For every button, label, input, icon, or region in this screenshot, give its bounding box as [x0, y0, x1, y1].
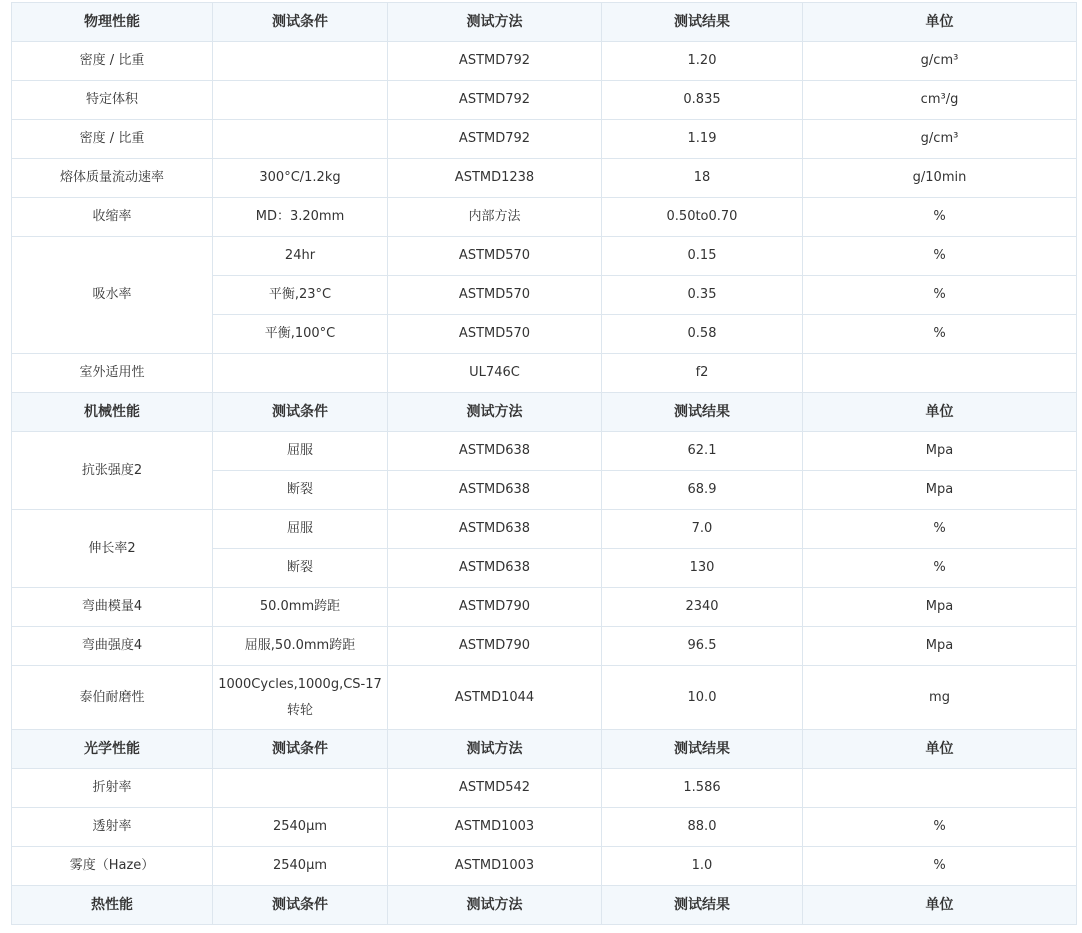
property-cell: 折射率 [12, 769, 213, 808]
method-cell: ASTMD638 [388, 510, 602, 549]
method-cell: ASTMD638 [388, 471, 602, 510]
result-cell: 68.9 [602, 471, 803, 510]
table-row [12, 627, 1077, 666]
condition-cell: 断裂 [213, 471, 388, 510]
unit-cell: % [803, 808, 1077, 847]
condition-cell [213, 42, 388, 81]
header-cell: 单位 [803, 3, 1077, 42]
method-cell: ASTMD792 [388, 120, 602, 159]
section-header-mechanical [12, 393, 1077, 432]
result-cell: 62.1 [602, 432, 803, 471]
section-header-optical [12, 730, 1077, 769]
header-cell: 测试结果 [602, 393, 803, 432]
method-cell: ASTMD570 [388, 237, 602, 276]
header-cell: 测试条件 [213, 393, 388, 432]
property-cell: 密度 / 比重 [12, 120, 213, 159]
result-cell: 0.50to0.70 [602, 198, 803, 237]
result-cell: 1.20 [602, 42, 803, 81]
header-cell: 测试条件 [213, 886, 388, 925]
table-row [12, 808, 1077, 847]
header-cell: 测试结果 [602, 730, 803, 769]
header-cell: 单位 [803, 730, 1077, 769]
header-cell: 测试方法 [388, 3, 602, 42]
table-row [12, 354, 1077, 393]
unit-cell: % [803, 510, 1077, 549]
header-cell: 光学性能 [12, 730, 213, 769]
table-row [12, 666, 1077, 730]
method-cell: ASTMD570 [388, 276, 602, 315]
result-cell: 130 [602, 549, 803, 588]
condition-cell: 1000Cycles,1000g,CS-17转轮 [213, 666, 388, 730]
method-cell: ASTMD1003 [388, 847, 602, 886]
condition-cell: 24hr [213, 237, 388, 276]
property-cell: 伸长率2 [12, 510, 213, 588]
properties-table-container [11, 2, 1076, 925]
result-cell: f2 [602, 354, 803, 393]
condition-cell: 2540μm [213, 847, 388, 886]
unit-cell: Mpa [803, 588, 1077, 627]
unit-cell [803, 354, 1077, 393]
unit-cell: Mpa [803, 627, 1077, 666]
condition-cell: MD：3.20mm [213, 198, 388, 237]
property-cell: 雾度（Haze） [12, 847, 213, 886]
property-cell: 泰伯耐磨性 [12, 666, 213, 730]
condition-cell [213, 120, 388, 159]
unit-cell: g/10min [803, 159, 1077, 198]
method-cell: ASTMD1044 [388, 666, 602, 730]
unit-cell: cm³/g [803, 81, 1077, 120]
unit-cell: % [803, 198, 1077, 237]
condition-cell: 300°C/1.2kg [213, 159, 388, 198]
unit-cell [803, 769, 1077, 808]
condition-cell: 2540μm [213, 808, 388, 847]
result-cell: 10.0 [602, 666, 803, 730]
result-cell: 7.0 [602, 510, 803, 549]
method-cell: ASTMD570 [388, 315, 602, 354]
header-cell: 测试条件 [213, 730, 388, 769]
unit-cell: Mpa [803, 471, 1077, 510]
method-cell: ASTMD1238 [388, 159, 602, 198]
method-cell: ASTMD1003 [388, 808, 602, 847]
unit-cell: % [803, 315, 1077, 354]
property-cell: 特定体积 [12, 81, 213, 120]
result-cell: 1.586 [602, 769, 803, 808]
result-cell: 0.15 [602, 237, 803, 276]
condition-cell: 断裂 [213, 549, 388, 588]
unit-cell: % [803, 237, 1077, 276]
table-row [12, 588, 1077, 627]
header-cell: 测试方法 [388, 886, 602, 925]
header-cell: 测试方法 [388, 730, 602, 769]
result-cell: 0.35 [602, 276, 803, 315]
table-row [12, 198, 1077, 237]
property-cell: 收缩率 [12, 198, 213, 237]
table-row [12, 81, 1077, 120]
unit-cell: g/cm³ [803, 120, 1077, 159]
property-cell: 弯曲强度4 [12, 627, 213, 666]
condition-cell: 屈服 [213, 432, 388, 471]
header-cell: 机械性能 [12, 393, 213, 432]
header-cell: 测试结果 [602, 886, 803, 925]
section-header-physical [12, 3, 1077, 42]
condition-cell [213, 769, 388, 808]
result-cell: 2340 [602, 588, 803, 627]
table-row [12, 120, 1077, 159]
header-cell: 测试条件 [213, 3, 388, 42]
property-cell: 抗张强度2 [12, 432, 213, 510]
table-row [12, 769, 1077, 808]
unit-cell: g/cm³ [803, 42, 1077, 81]
header-cell: 单位 [803, 886, 1077, 925]
property-cell: 室外适用性 [12, 354, 213, 393]
result-cell: 0.835 [602, 81, 803, 120]
method-cell: ASTMD638 [388, 549, 602, 588]
condition-cell [213, 354, 388, 393]
unit-cell: % [803, 549, 1077, 588]
condition-cell: 屈服 [213, 510, 388, 549]
section-header-thermal [12, 886, 1077, 925]
table-row [12, 510, 1077, 549]
method-cell: 内部方法 [388, 198, 602, 237]
table-row [12, 847, 1077, 886]
result-cell: 0.58 [602, 315, 803, 354]
method-cell: UL746C [388, 354, 602, 393]
result-cell: 1.0 [602, 847, 803, 886]
method-cell: ASTMD638 [388, 432, 602, 471]
properties-table [11, 2, 1077, 925]
method-cell: ASTMD792 [388, 42, 602, 81]
result-cell: 96.5 [602, 627, 803, 666]
method-cell: ASTMD790 [388, 627, 602, 666]
property-cell: 密度 / 比重 [12, 42, 213, 81]
result-cell: 88.0 [602, 808, 803, 847]
method-cell: ASTMD792 [388, 81, 602, 120]
header-cell: 物理性能 [12, 3, 213, 42]
method-cell: ASTMD790 [388, 588, 602, 627]
result-cell: 1.19 [602, 120, 803, 159]
property-cell: 弯曲模量4 [12, 588, 213, 627]
table-row [12, 159, 1077, 198]
property-cell: 熔体质量流动速率 [12, 159, 213, 198]
unit-cell: mg [803, 666, 1077, 730]
method-cell: ASTMD542 [388, 769, 602, 808]
condition-cell [213, 81, 388, 120]
property-cell: 吸水率 [12, 237, 213, 354]
unit-cell: % [803, 276, 1077, 315]
condition-cell: 平衡,23°C [213, 276, 388, 315]
condition-cell: 50.0mm跨距 [213, 588, 388, 627]
unit-cell: % [803, 847, 1077, 886]
header-cell: 测试结果 [602, 3, 803, 42]
header-cell: 单位 [803, 393, 1077, 432]
table-row [12, 432, 1077, 471]
header-cell: 热性能 [12, 886, 213, 925]
property-cell: 透射率 [12, 808, 213, 847]
result-cell: 18 [602, 159, 803, 198]
table-row [12, 237, 1077, 276]
table-row [12, 42, 1077, 81]
unit-cell: Mpa [803, 432, 1077, 471]
header-cell: 测试方法 [388, 393, 602, 432]
condition-cell: 平衡,100°C [213, 315, 388, 354]
condition-cell: 屈服,50.0mm跨距 [213, 627, 388, 666]
